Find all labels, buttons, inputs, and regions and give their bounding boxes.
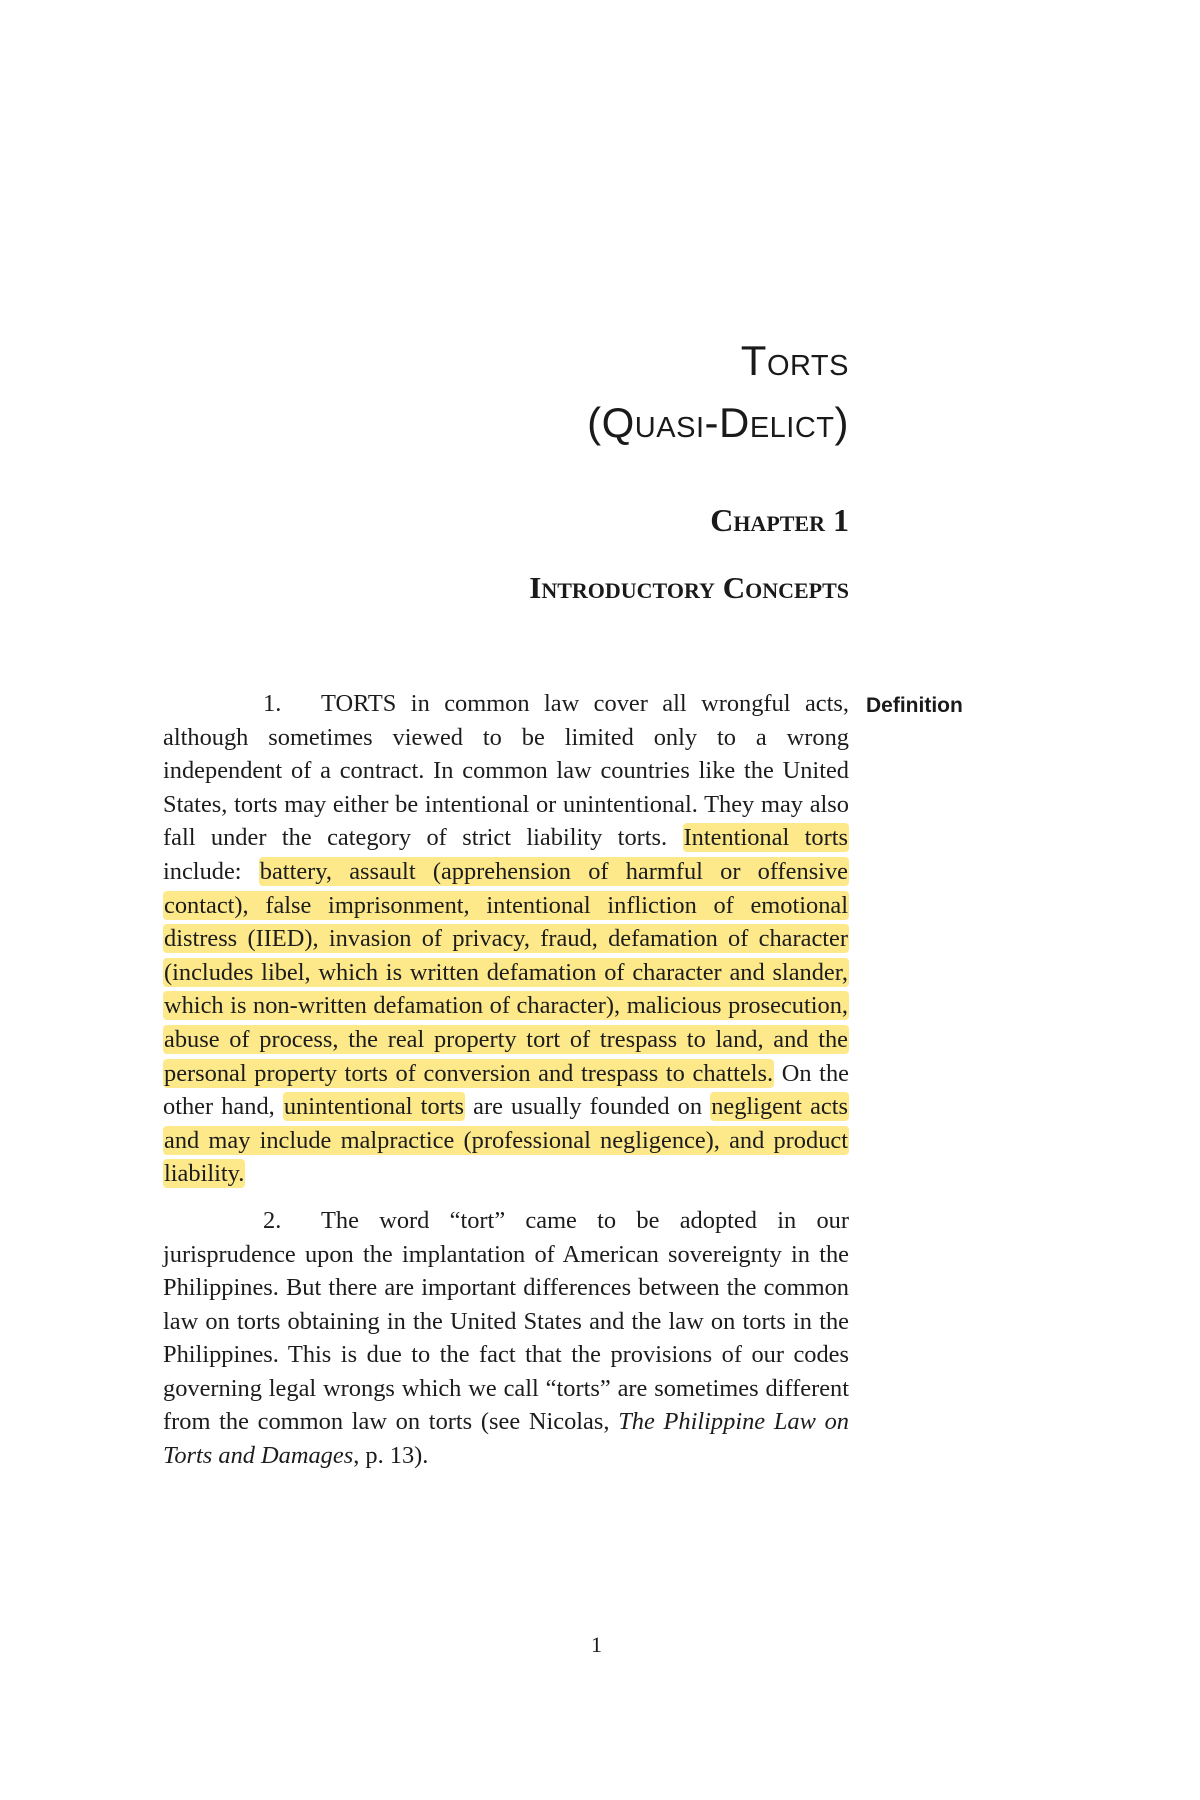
title-line-2: (Quasi-Delict) xyxy=(587,399,849,446)
paragraph-2-seg-2: , p. 13). xyxy=(353,1442,429,1470)
margin-note-definition: Definition xyxy=(866,694,963,717)
paragraph-2-seg-0: The word “tort” came to be adopted in our jurisprudence upon the implantation of American sovereignty in the Philippines. But there are important differences between the common law on torts obtaining in the United States and the law on torts in the Philippines. This is due to the fact that the provisions of our codes governing legal wrongs which we call “torts” are sometimes different from the common law on torts (see Nicolas, xyxy=(163,1206,849,1436)
paragraph-1-seg-6: are usually founded on xyxy=(465,1093,711,1121)
paragraph-1 xyxy=(163,687,849,1191)
highlight-negligent-acts: negligent acts and may include malpractice (professional negligence), and product liability. xyxy=(164,1093,848,1188)
paragraph-number: 2. xyxy=(263,1206,282,1234)
citation-title: The Philippine Law on Torts and Damages xyxy=(163,1408,849,1470)
title-line-1: Torts xyxy=(740,337,849,384)
highlight-unintentional-torts: unintentional torts xyxy=(283,1093,465,1121)
paragraph-2 xyxy=(163,1204,849,1473)
paragraph-number: 1. xyxy=(263,690,282,717)
paragraph-1-seg-2: include: xyxy=(163,857,259,885)
paragraph-1-seg-4: On the other hand, xyxy=(163,1059,849,1121)
chapter-heading: Chapter 1 xyxy=(710,502,849,538)
chapter-subheading: Introductory Concepts xyxy=(529,570,849,605)
highlight-intentional-list: battery, assault (apprehension of harmful or offensive contact), false imprisonment, intentional infliction of emotional distress (IIED), invasion of privacy, fraud, defamation of character (includes libel, which is written defamation of character and slander, which is non-written defamation of character), malicious prosecution, abuse of process, the real property tort of trespass to land, and the personal property torts of conversion and trespass to chattels. xyxy=(164,857,848,1087)
highlight-intentional-torts: Intentional torts xyxy=(683,824,849,852)
paragraph-1-seg-0: TORTS in common law cover all wrongful acts, although sometimes viewed to be limited only to a wrong independent of a contract. In common law countries like the United States, torts may either be intentional or unintentional. They may also fall under the category of strict liability torts. xyxy=(163,690,849,852)
book-title xyxy=(587,330,849,454)
page-number: 1 xyxy=(591,1632,602,1657)
body-text xyxy=(163,687,849,1486)
